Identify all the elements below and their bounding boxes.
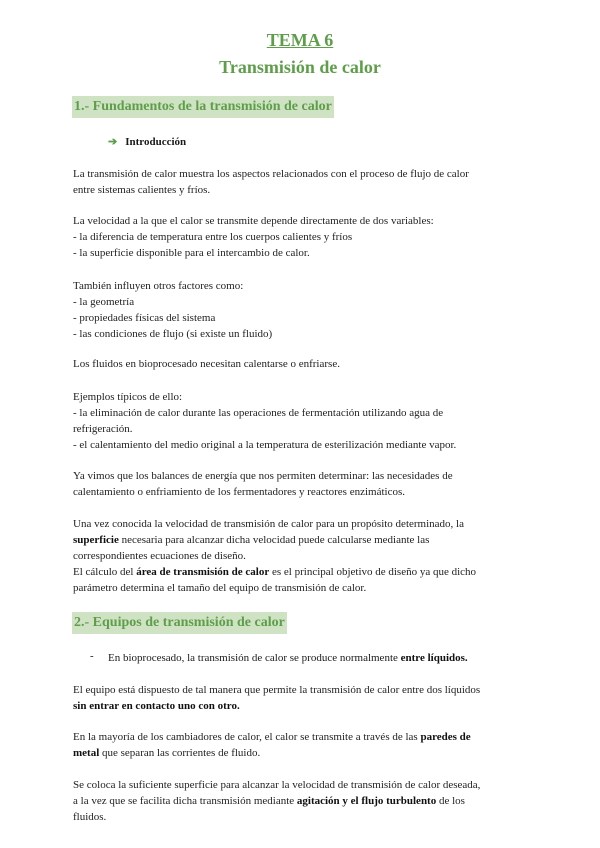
bold-text: sin entrar en contacto uno con otro. bbox=[73, 700, 240, 712]
text-span: es el principal objetivo de diseño ya que dicho bbox=[269, 566, 477, 578]
text-line: La transmisión de calor muestra los aspectos relacionados con el proceso de flujo de calor bbox=[73, 168, 469, 180]
bullet-dash: - bbox=[90, 650, 94, 662]
text-span: de los bbox=[436, 795, 465, 807]
paragraph bbox=[73, 516, 533, 596]
text-line bbox=[73, 793, 533, 809]
text-line: - la geometría bbox=[73, 296, 135, 308]
paragraph bbox=[73, 356, 533, 372]
bullet-item bbox=[108, 650, 538, 666]
text-span: El cálculo del bbox=[73, 566, 137, 578]
text-line: refrigeración. bbox=[73, 423, 133, 435]
paragraph bbox=[73, 213, 533, 261]
text-line: correspondientes ecuaciones de diseño. bbox=[73, 550, 246, 562]
paragraph bbox=[73, 166, 533, 198]
text-line bbox=[73, 729, 533, 745]
arrow-right-icon: ➔ bbox=[108, 136, 118, 148]
text-line bbox=[73, 532, 533, 548]
bold-text: área de transmisión de calor bbox=[136, 566, 270, 578]
text-line: - la diferencia de temperatura entre los cuerpos calientes y fríos bbox=[73, 231, 353, 243]
text-line: fluidos. bbox=[73, 811, 107, 823]
text-span: En bioprocesado, la transmisión de calor se produce normalmente bbox=[108, 652, 401, 664]
text-line: calentamiento o enfriamiento de los fermentadores y reactores enzimáticos. bbox=[73, 486, 405, 498]
paragraph bbox=[73, 682, 533, 714]
page-subtitle: Transmisión de calor bbox=[219, 57, 381, 77]
text-line: Una vez conocida la velocidad de transmisión de calor para un propósito determinado, la bbox=[73, 518, 464, 530]
text-span: que separan las corrientes de fluido. bbox=[99, 747, 261, 759]
bold-text: paredes de bbox=[420, 731, 471, 743]
text-line: La velocidad a la que el calor se transmite depende directamente de dos variables: bbox=[73, 215, 434, 227]
text-line bbox=[73, 745, 533, 761]
text-line bbox=[73, 698, 533, 714]
paragraph bbox=[73, 278, 533, 342]
text-span: En la mayoría de los cambiadores de calor, el calor se transmite a través de las bbox=[73, 731, 421, 743]
bold-text: metal bbox=[73, 747, 100, 759]
text-line: - propiedades físicas del sistema bbox=[73, 312, 216, 324]
paragraph bbox=[73, 389, 533, 453]
text-line: parámetro determina el tamaño del equipo de transmisión de calor. bbox=[73, 582, 367, 594]
text-line: El equipo está dispuesto de tal manera que permite la transmisión de calor entre dos líquidos bbox=[73, 684, 481, 696]
text-line: Se coloca la suficiente superficie para alcanzar la velocidad de transmisión de calor deseada, bbox=[73, 779, 481, 791]
text-line: entre sistemas calientes y fríos. bbox=[73, 184, 211, 196]
text-line: Ejemplos típicos de ello: bbox=[73, 391, 183, 403]
section-heading-fundamentos: 1.- Fundamentos de la transmisión de calor bbox=[72, 96, 334, 118]
paragraph bbox=[73, 777, 533, 825]
text-line: Ya vimos que los balances de energía que nos permiten determinar: las necesidades de bbox=[73, 470, 453, 482]
text-span: necesaria para alcanzar dicha velocidad puede calcularse mediante las bbox=[118, 534, 430, 546]
text-line: - la eliminación de calor durante las operaciones de fermentación utilizando agua de bbox=[73, 407, 444, 419]
subheading-label: Introducción bbox=[125, 136, 187, 148]
subheading-introduccion bbox=[108, 135, 186, 148]
text-line: - las condiciones de flujo (si existe un fluido) bbox=[73, 328, 273, 340]
text-span: a la vez que se facilita dicha transmisión mediante bbox=[73, 795, 297, 807]
page-title: TEMA 6 bbox=[266, 30, 334, 50]
paragraph bbox=[73, 468, 533, 500]
text-line: - el calentamiento del medio original a la temperatura de esterilización mediante vapor. bbox=[73, 439, 457, 451]
text-line: También influyen otros factores como: bbox=[73, 280, 244, 292]
section-heading-equipos: 2.- Equipos de transmisión de calor bbox=[72, 612, 287, 634]
bold-text: superficie bbox=[73, 534, 119, 546]
bold-text: agitación y el flujo turbulento bbox=[296, 795, 437, 807]
paragraph bbox=[73, 729, 533, 761]
text-line: Los fluidos en bioprocesado necesitan calentarse o enfriarse. bbox=[73, 358, 340, 370]
bold-text: entre líquidos. bbox=[400, 652, 468, 664]
text-line bbox=[73, 564, 533, 580]
text-line: - la superficie disponible para el intercambio de calor. bbox=[73, 247, 310, 259]
